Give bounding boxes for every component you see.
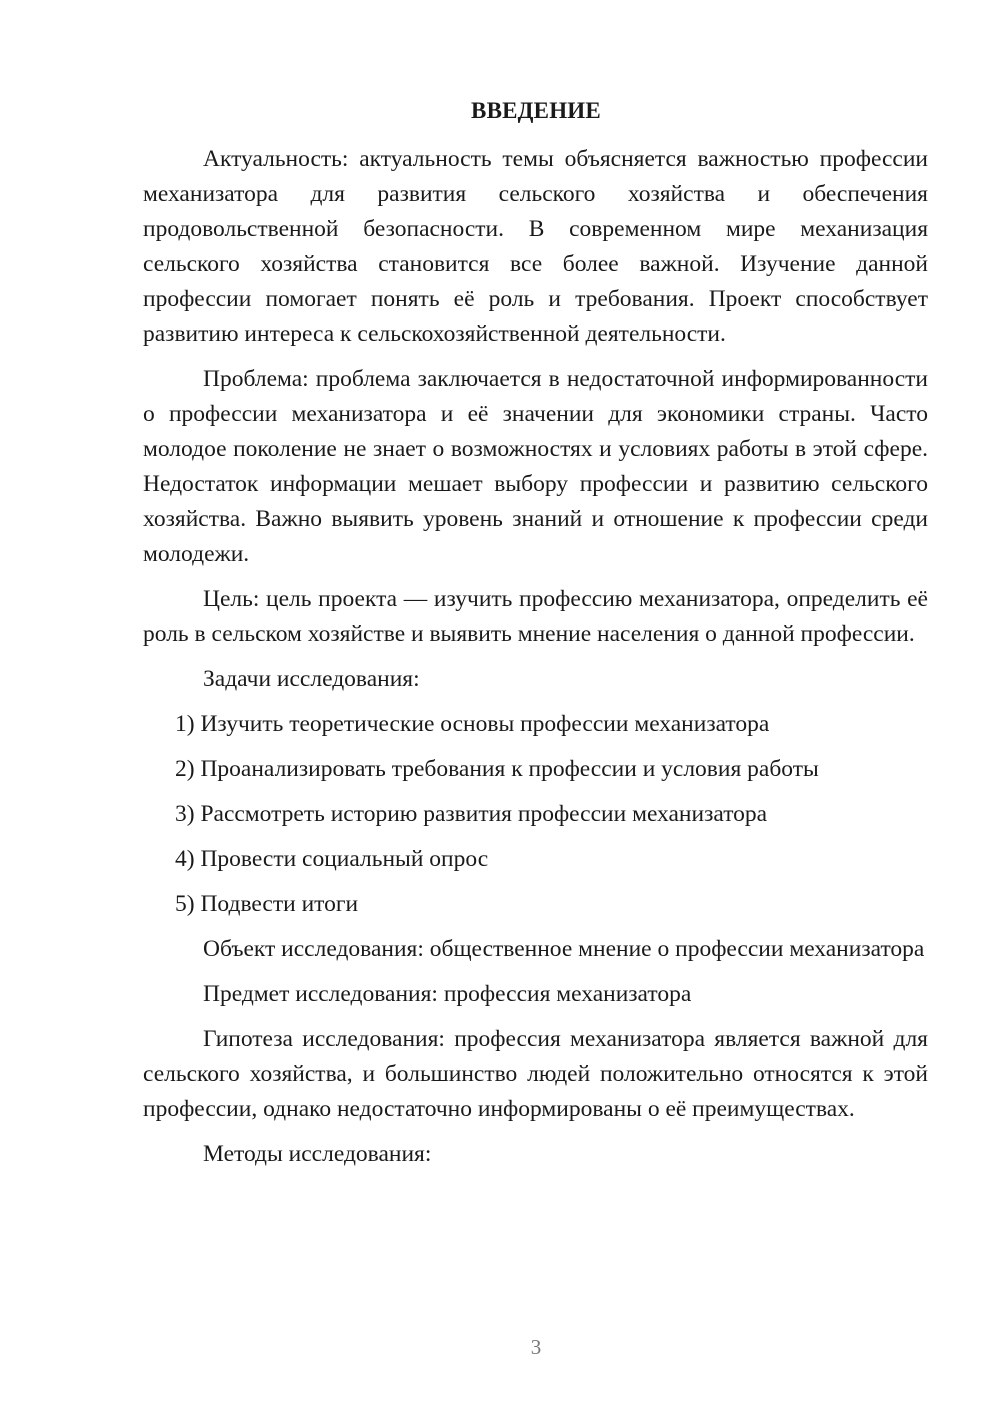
tasks-heading: Задачи исследования: <box>203 666 420 692</box>
document-body <box>143 142 928 1182</box>
list-item: 3) Рассмотреть историю развития профессии механизатора <box>175 801 768 827</box>
object-paragraph: Объект исследования: общественное мнение о профессии механизатора <box>203 936 925 962</box>
list-item: 5) Подвести итоги <box>175 891 359 917</box>
goal-paragraph: Цель: цель проекта — изучить профессию механизатора, определить её роль в сельском хозяйстве и выявить мнение населения о данной профессии. <box>143 586 928 647</box>
subject-paragraph: Предмет исследования: профессия механизатора <box>203 981 692 1007</box>
methods-heading: Методы исследования: <box>203 1141 432 1167</box>
page-number: 3 <box>530 1335 542 1359</box>
list-item: 4) Провести социальный опрос <box>175 846 489 872</box>
tasks-list <box>143 707 928 922</box>
list-item: 2) Проанализировать требования к профессии и условия работы <box>175 756 819 782</box>
hypothesis-paragraph: Гипотеза исследования: профессия механизатора является важной для сельского хозяйства, и большинство людей положительно относятся к этой профессии, однако недостаточно информированы о её преимуществах. <box>143 1026 928 1122</box>
problem-paragraph: Проблема: проблема заключается в недостаточной информированности о профессии механизатора и её значении для экономики страны. Часто молодое поколение не знает о возможностях и условиях работы в этой сфере. Недостаток информации мешает выбору профессии и развитию сельского хозяйства. Важно выявить уровень знаний и отношение к профессии среди молодежи. <box>143 366 928 567</box>
list-item: 1) Изучить теоретические основы профессии механизатора <box>175 711 770 737</box>
relevance-paragraph: Актуальность: актуальность темы объясняется важностью профессии механизатора для развития сельского хозяйства и обеспечения продовольственной безопасности. В современном мире механизация сельского хозяйства становится все более важной. Изучение данной профессии помогает понять её роль и требования. Проект способствует развитию интереса к сельскохозяйственной деятельности. <box>143 146 928 347</box>
page-title: ВВЕДЕНИЕ <box>471 98 601 123</box>
